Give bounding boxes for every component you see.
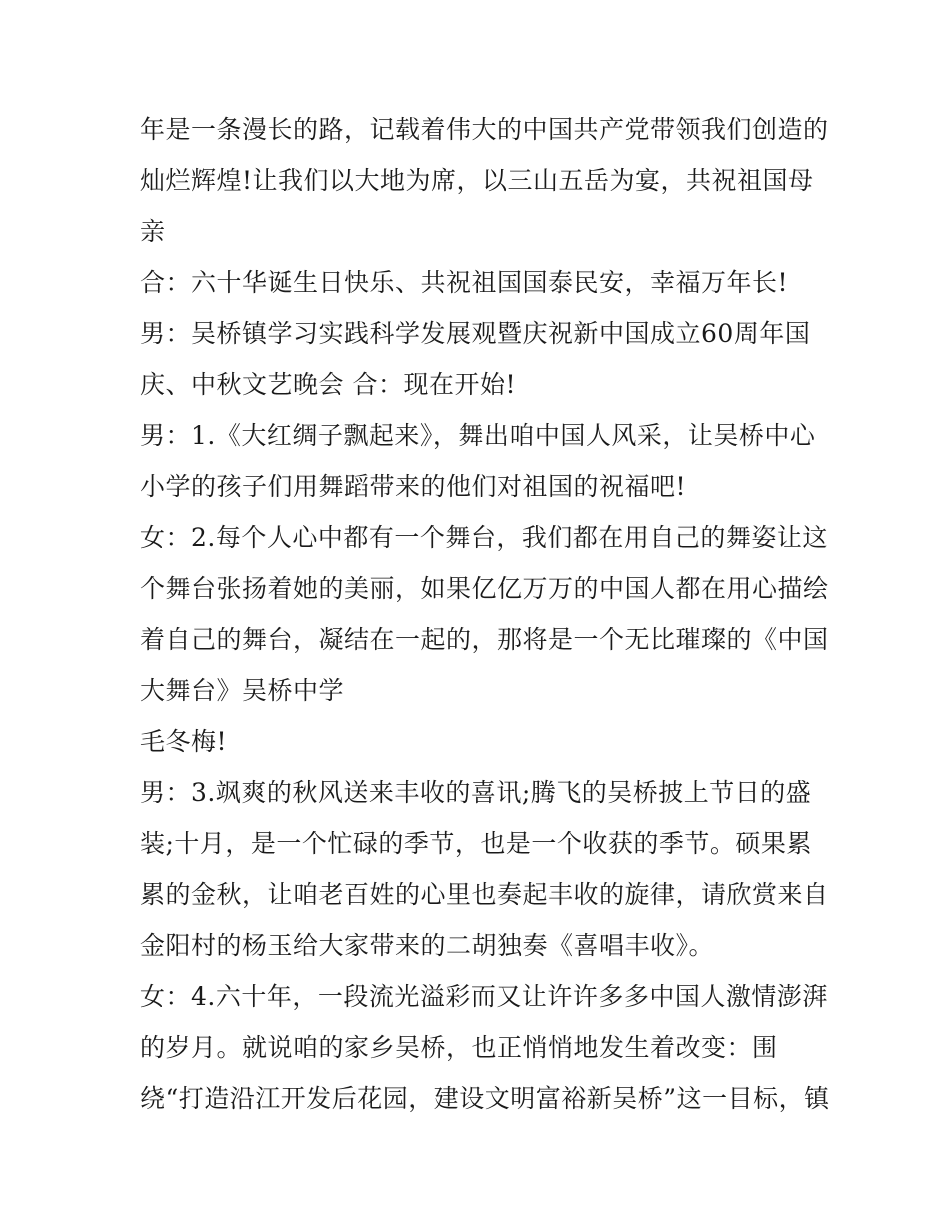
text-line: 亲	[140, 217, 166, 246]
text-line: 累的金秋，让咱老百姓的心里也奏起丰收的旋律，请欣赏来自	[140, 880, 829, 909]
text-line: 绕“打造沿江开发后花园，建设文明富裕新吴桥”这一目标，镇	[140, 1084, 830, 1113]
text-line: 女：2.每个人心中都有一个舞台，我们都在用自己的舞姿让这	[140, 523, 828, 552]
text-line: 大舞台》吴桥中学	[140, 676, 345, 705]
text-line: 灿烂辉煌!让我们以大地为席，以三山五岳为宴，共祝祖国母	[140, 166, 814, 195]
text-line: 的岁月。就说咱的家乡吴桥，也正悄悄地发生着改变：围	[140, 1033, 778, 1062]
text-line: 女：4.六十年，一段流光溢彩而又让许许多多中国人激情澎湃	[140, 982, 828, 1011]
text-line: 男：吴桥镇学习实践科学发展观暨庆祝新中国成立60周年国	[140, 319, 811, 348]
text-line: 金阳村的杨玉给大家带来的二胡独奏《喜唱丰收》。	[140, 931, 715, 960]
text-line: 男：3.飒爽的秋风送来丰收的喜讯;腾飞的吴桥披上节日的盛	[140, 778, 812, 807]
text-line: 合：六十华诞生日快乐、共祝祖国国泰民安，幸福万年长!	[140, 268, 789, 297]
text-line: 庆、中秋文艺晚会 合：现在开始!	[140, 370, 516, 399]
text-line: 男：1.《大红绸子飘起来》，舞出咱中国人风采，让吴桥中心	[140, 421, 816, 450]
text-line: 小学的孩子们用舞蹈带来的他们对祖国的祝福吧!	[140, 472, 687, 501]
text-line: 毛冬梅!	[140, 727, 228, 756]
text-line: 装;十月，是一个忙碌的季节，也是一个收获的季节。硕果累	[140, 829, 812, 858]
text-line: 年是一条漫长的路，记载着伟大的中国共产党带领我们创造的	[140, 115, 829, 144]
text-line: 着自己的舞台，凝结在一起的，那将是一个无比璀璨的《中国	[140, 625, 829, 654]
document-body	[140, 104, 830, 1124]
text-line: 个舞台张扬着她的美丽，如果亿亿万万的中国人都在用心描绘	[140, 574, 829, 603]
